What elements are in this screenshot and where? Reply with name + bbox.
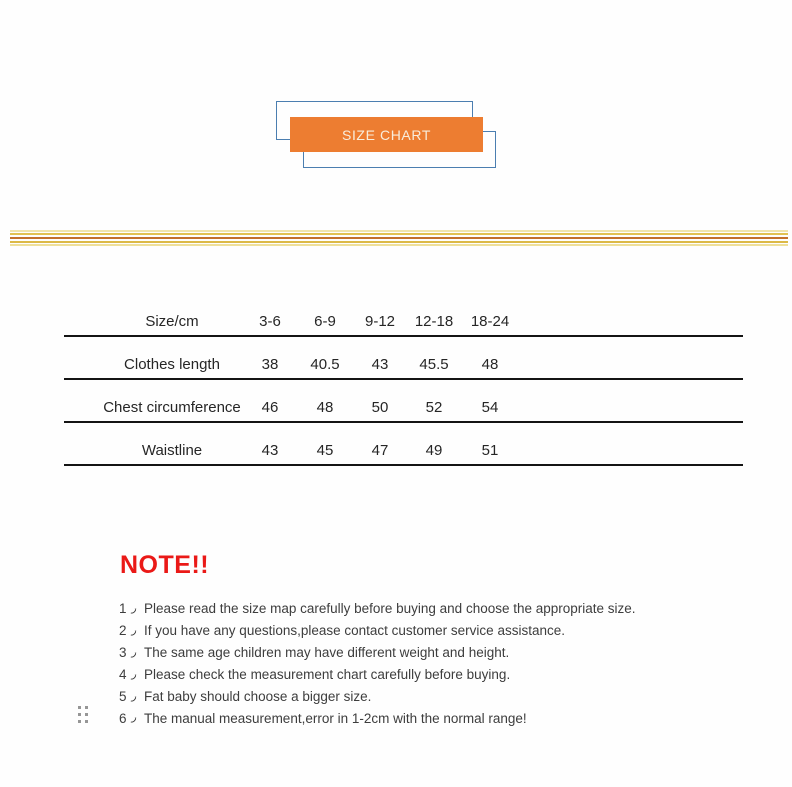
table-row [64,423,743,466]
note-item-text: The same age children may have different weight and height. [144,644,510,660]
gold-divider [10,230,788,246]
row-label: Clothes length [124,356,220,373]
ideographic-comma-icon [131,673,137,680]
note-item-text: Fat baby should choose a bigger size. [144,688,372,704]
divider-line [10,241,788,243]
table-cell: 45.5 [419,356,449,373]
drag-handle-icon [78,706,88,723]
table-row [64,337,743,380]
size-table [64,294,743,466]
table-cell: 43 [261,442,279,459]
ideographic-comma-icon [131,695,137,702]
table-cell: 48 [481,356,499,373]
table-cell: 45 [316,442,334,459]
note-item [119,642,636,664]
table-cell: 18-24 [470,313,510,330]
divider-line [10,237,788,240]
table-cell: 54 [481,399,499,416]
ideographic-comma-icon [131,717,137,724]
table-cell: 52 [425,399,443,416]
divider-line [10,244,788,246]
banner-title: SIZE CHART [342,126,431,143]
note-item [119,620,636,642]
note-item-number: 1 [119,601,127,616]
ideographic-comma-icon [131,651,137,658]
note-item-number: 5 [119,688,127,704]
table-row [64,380,743,423]
table-row [64,294,743,337]
note-item [119,686,636,708]
note-item-text: The manual measurement,error in 1-2cm with the normal range! [144,710,527,726]
note-item-text: Please read the size map carefully before buying and choose the appropriate size. [144,601,636,616]
table-cell: 51 [481,442,499,459]
table-cell: 48 [316,399,334,416]
note-heading: NOTE!! [120,551,210,579]
note-item-text: Please check the measurement chart carefully before buying. [144,666,511,682]
size-chart-banner [290,117,483,152]
table-cell: 49 [425,442,443,459]
ideographic-comma-icon [131,608,137,615]
note-item [119,664,636,686]
note-item-number: 6 [119,710,127,726]
row-label: Size/cm [145,313,199,330]
note-item [119,598,636,620]
table-cell: 43 [371,356,389,373]
note-item [119,708,636,730]
table-cell: 12-18 [414,313,454,330]
table-cell: 3-6 [259,313,281,330]
table-cell: 46 [261,399,279,416]
note-item-text: If you have any questions,please contact customer service assistance. [144,622,565,638]
divider-line [10,230,788,232]
divider-line [10,233,788,235]
note-list [119,598,636,729]
note-item-number: 4 [119,666,127,682]
table-cell: 6-9 [314,313,336,330]
ideographic-comma-icon [131,630,137,637]
note-item-number: 3 [119,644,127,660]
table-cell: 38 [261,356,279,373]
row-label: Waistline [141,442,203,459]
note-item-number: 2 [119,622,127,638]
table-cell: 50 [371,399,389,416]
table-cell: 47 [371,442,389,459]
row-label: Chest circumference [103,399,241,416]
table-cell: 9-12 [364,313,396,330]
table-cell: 40.5 [310,356,340,373]
